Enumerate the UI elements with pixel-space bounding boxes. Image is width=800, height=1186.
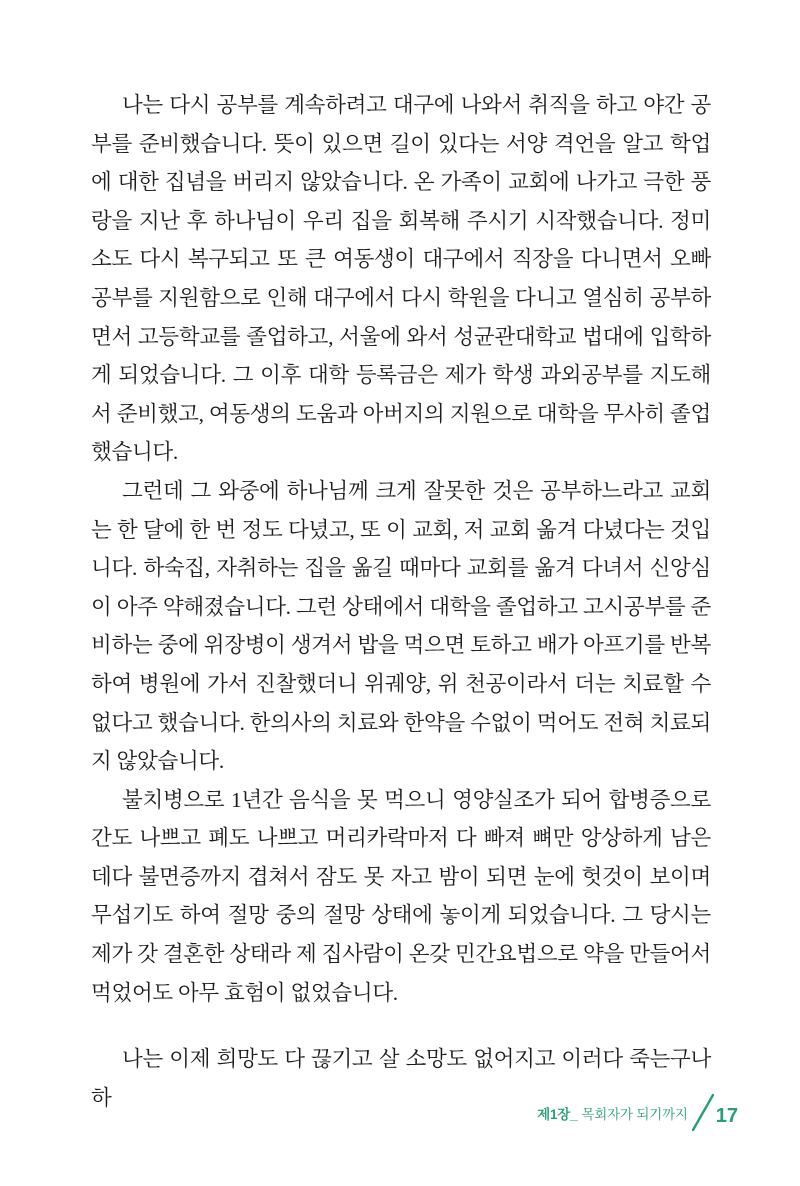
chapter-number-label: 제1장_ bbox=[537, 1107, 578, 1122]
page-body bbox=[91, 86, 711, 1117]
footer-slash-icon bbox=[691, 1092, 715, 1132]
paragraph-2: 그런데 그 와중에 하나님께 크게 잘못한 것은 공부하느라고 교회는 한 달에 한 번 정도 다녔고, 또 이 교회, 저 교회 옮겨 다녔다는 것입니다. 하숙집, 자취하는 집을 옮길 때마다 교회를 옮겨 다녀서 신앙심이 아주 약해졌습니다. 그런 상태에서 대학을 졸업하고 고시공부를 준비하는 중에 위장병이 생겨서 밥을 먹으면 토하고 배가 아프기를 반복하여 병원에 가서 진찰했더니 위궤양, 위 천공이라서 더는 치료할 수 없다고 했습니다. 한의사의 치료와 한약을 수없이 먹어도 전혀 치료되지 않았습니다. bbox=[91, 478, 711, 774]
chapter-title: 목회자가 되기까지 bbox=[581, 1107, 688, 1122]
page-number: 17 bbox=[715, 1105, 738, 1127]
page-footer bbox=[537, 1092, 738, 1132]
running-foot bbox=[537, 1092, 688, 1123]
paragraph-4: 나는 이제 희망도 다 끊기고 살 소망도 없어지고 이러다 죽는구나 하 bbox=[91, 1047, 711, 1110]
paragraph-1: 나는 다시 공부를 계속하려고 대구에 나와서 취직을 하고 야간 공부를 준비했습니다. 뜻이 있으면 길이 있다는 서양 격언을 알고 학업에 대한 집념을 버리지 않았습니다. 온 가족이 교회에 나가고 극한 풍랑을 지난 후 하나님이 우리 집을 회복해 주시기 시작했습니다. 정미소도 다시 복구되고 또 큰 여동생이 대구에서 직장을 다니면서 오빠 공부를 지원함으로 인해 대구에서 다시 학원을 다니고 열심히 공부하면서 고등학교를 졸업하고, 서울에 와서 성균관대학교 법대에 입학하게 되었습니다. 그 이후 대학 등록금은 제가 학생 과외공부를 지도해서 준비했고, 여동생의 도움과 아버지의 지원으로 대학을 무사히 졸업했습니다. bbox=[91, 93, 711, 465]
paragraph-3: 불치병으로 1년간 음식을 못 먹으니 영양실조가 되어 합병증으로 간도 나쁘고 폐도 나쁘고 머리카락마저 다 빠져 뼈만 앙상하게 남은 데다 불면증까지 겹쳐서 잠도 못 자고 밤이 되면 눈에 헛것이 보이며 무섭기도 하여 절망 중의 절망 상태에 놓이게 되었습니다. 그 당시는 제가 갓 결혼한 상태라 제 집사람이 온갖 민간요법으로 약을 만들어서 먹었어도 아무 효험이 없었습니다. bbox=[91, 787, 711, 1005]
